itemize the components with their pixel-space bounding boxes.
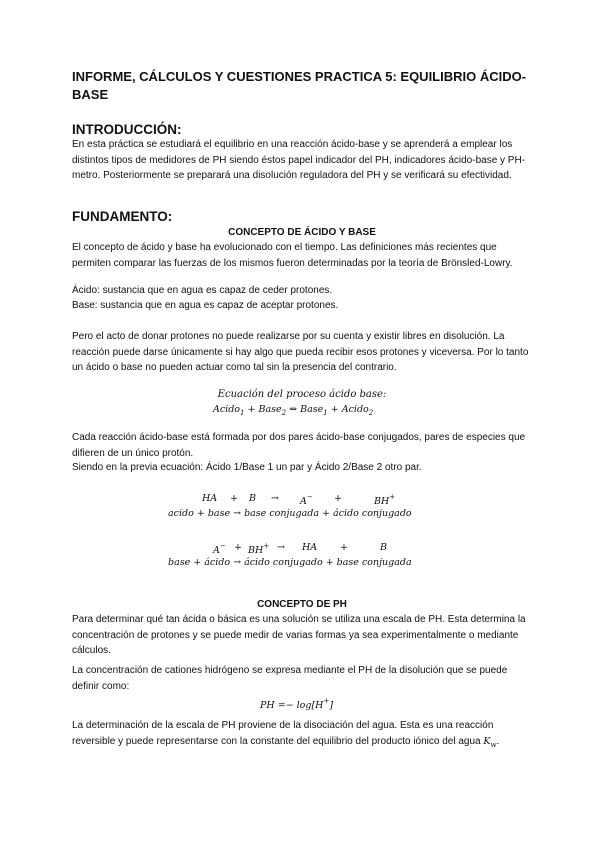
kw-symbol: $K_w$ xyxy=(483,735,497,749)
acido-base-paragraph-4: Siendo en la previa ecuación: Ácido 1/Base 1 un par y Ácido 2/Base 2 otro par. xyxy=(72,462,422,473)
eq1-arrow: → xyxy=(271,493,279,504)
acido-base-paragraph-1: El concepto de ácido y base ha evolucionado con el tiempo. Las definiciones más recientes que permiten comparar las fuerzas de los mismos fueron determinadas por la teoría de Brönsled-Lowry. xyxy=(72,242,513,269)
concepto-acido-base-heading: CONCEPTO DE ÁCIDO Y BASE xyxy=(228,227,376,238)
eq2-a-minus: A− xyxy=(213,542,226,556)
eq2-plus-1: + xyxy=(234,542,242,553)
eq2-b: B xyxy=(380,542,387,553)
acido-base-paragraph-2: Pero el acto de donar protones no puede realizarse por su cuenta y existir libres en disolución. La reacción puede darse únicamente si hay algo que pueda recibir esos protones y viceversa. Por lo tanto un ácido o base no pueden actuar como tal sin la presencia del contrario. xyxy=(72,331,529,373)
intro-heading: INTRODUCCIÓN: xyxy=(72,122,182,137)
ph-formula: PH =− log[H+] xyxy=(260,697,334,711)
ph-paragraph-2: La concentración de cationes hidrógeno se expresa mediante el PH de la disolución que se puede definir como: xyxy=(72,665,508,692)
eq2-labels: base + ácido → ácido conjugado + base conjugada xyxy=(168,557,412,568)
ph-paragraph-3: La determinación de la escala de PH proviene de la disociación del agua. Esta es una reacción reversible y puede representarse con la constante del equilibrio del producto iónico del agua $K_w$. xyxy=(72,720,500,749)
ph-paragraph-1: Para determinar qué tan ácida o básica es una solución se utiliza una escala de PH. Esta determina la concentración de protones y se puede medir de varias formas ya sea experimentalmente o mediante cálculos. xyxy=(72,614,526,656)
conjugate-equation-2 xyxy=(72,539,532,575)
document-title: INFORME, CÁLCULOS Y CUESTIONES PRACTICA 5: EQUILIBRIO ÁCIDO-BASE xyxy=(72,69,527,102)
conjugate-equation-1 xyxy=(72,490,532,526)
equation-caption: Ecuación del proceso ácido base: xyxy=(217,389,387,400)
eq2-plus-2: + xyxy=(340,542,348,553)
eq1-ha: HA xyxy=(202,493,218,504)
eq2-ha: HA xyxy=(302,542,318,553)
acido-base-paragraph-3: Cada reacción ácido-base está formada por dos pares ácido-base conjugados, pares de especies que difieren de un único protón. xyxy=(72,432,526,459)
eq1-b: B xyxy=(249,493,256,504)
fundamento-heading: FUNDAMENTO: xyxy=(72,209,173,224)
eq1-bh-plus: BH+ xyxy=(374,493,396,507)
base-definition: Base: sustancia que en agua es capaz de aceptar protones. xyxy=(72,300,339,311)
eq2-arrow: → xyxy=(277,542,285,553)
concepto-ph-heading: CONCEPTO DE PH xyxy=(257,599,347,610)
eq1-labels: acido + base → base conjugada + ácido conjugado xyxy=(168,508,412,519)
eq1-a-minus: A− xyxy=(300,493,313,507)
eq1-plus-1: + xyxy=(230,493,238,504)
acido-definition: Ácido: sustancia que en agua es capaz de ceder protones. xyxy=(72,285,333,296)
eq1-plus-2: + xyxy=(334,493,342,504)
intro-paragraph: En esta práctica se estudiará el equilibrio en una reacción ácido-base y se aprenderá a emplear los distintos tipos de medidores de PH siendo éstos papel indicador del PH, indicadores ácido-base y PH-metro. Posteriormente se preparará una disolución reguladora del PH y se verificará su efectividad. xyxy=(72,139,526,181)
equation-acid-base-process: Acido$_1$ + Base$_2$ ⇔ Base$_1$ + Acido$_2$ xyxy=(213,404,374,417)
eq2-bh-plus: BH+ xyxy=(248,542,270,556)
